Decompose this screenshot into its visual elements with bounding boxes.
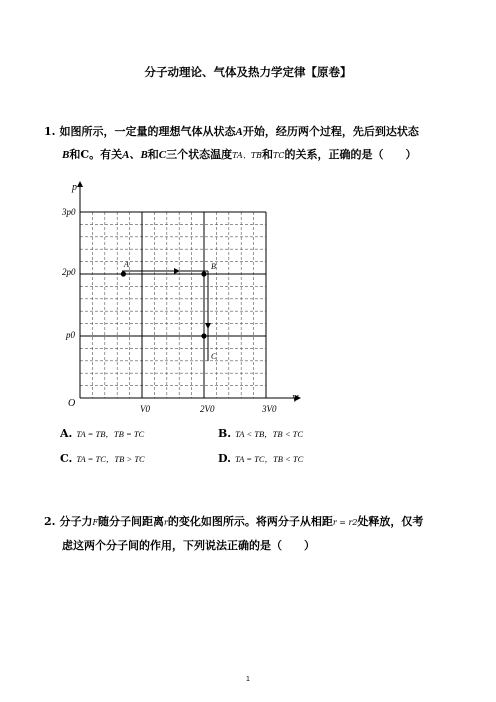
point-b [201, 271, 206, 276]
v-axis-label: V [292, 394, 299, 405]
q1-ending: 的关系，正确的是（ ） [284, 148, 417, 161]
point-a [121, 271, 126, 276]
q2-f: F [92, 518, 99, 527]
q1-option-c[interactable] [60, 452, 145, 465]
q1-number: 1. [44, 125, 56, 138]
page-number: 1 [246, 676, 250, 683]
q1-option-d[interactable] [218, 452, 303, 465]
point-c-label: C [211, 352, 217, 361]
point-c [201, 333, 206, 338]
q2-text-d: 处释放，仅考 [357, 515, 424, 528]
q1-state-c2: C [158, 149, 167, 161]
q2-text-b: 随分子间距离 [98, 515, 165, 528]
q2-line1 [44, 513, 423, 529]
q2-line2: 虑这两个分子间的作用，下列说法正确的是（ ） [62, 539, 315, 552]
x-label-2v0: 2V0 [200, 404, 215, 414]
q1-state-c: C。有关 [80, 148, 123, 161]
point-a-label: A [124, 260, 129, 269]
q1-line1 [44, 123, 419, 139]
q1-text-b: 开始，经历两个过程，先后到达状态 [242, 125, 419, 138]
x-label-v0: V0 [140, 404, 150, 414]
q1-line2 [62, 146, 417, 162]
q1-state-b: B [62, 149, 70, 161]
origin-label: O [68, 398, 76, 409]
q1-and3: 和 [262, 148, 274, 161]
q1-option-a[interactable] [60, 427, 144, 440]
option-b-label: B. [218, 427, 232, 440]
q1-tc: TC [273, 151, 285, 160]
q1-state-a: A [235, 126, 243, 138]
q2-r: r [164, 518, 168, 527]
x-label-3v0: 3V0 [262, 404, 277, 414]
option-b-text: TA < TB，TB < TC [235, 429, 303, 439]
option-c-text: TA = TC，TB > TC [76, 454, 145, 464]
option-d-text: TA = TC，TB < TC [234, 454, 304, 464]
q1-temp-text: 三个状态温度 [166, 148, 233, 161]
page-title: 分子动理论、气体及热力学定律【原卷】 [144, 65, 352, 79]
q2-number: 2. [44, 515, 56, 528]
y-label-p0: p0 [66, 330, 75, 340]
q1-states-ab: A、B [122, 149, 148, 161]
option-d-label: D. [218, 452, 231, 465]
q1-ta-tb: TA、TB [232, 151, 263, 160]
q1-option-b[interactable] [218, 427, 303, 440]
pv-graph [60, 176, 310, 416]
y-label-3p0: 3p0 [62, 207, 76, 217]
grid-major-lines [80, 212, 266, 398]
process-bc-arrow [205, 323, 211, 329]
q2-text-a: 分子力 [59, 515, 93, 528]
option-a-text: TA = TB，TB = TC [76, 429, 145, 439]
grid-minor-lines [80, 212, 266, 398]
option-a-label: A. [60, 427, 73, 440]
p-axis-label: p [72, 182, 77, 193]
q1-text-a: 如图所示，一定量的理想气体从状态 [59, 125, 236, 138]
option-c-label: C. [60, 452, 73, 465]
q1-and2: 和 [147, 148, 159, 161]
q2-text-c: 的变化如图所示。将两分子从相距 [167, 515, 333, 528]
y-label-2p0: 2p0 [62, 267, 76, 277]
q2-r-eq: r = r2 [332, 518, 358, 527]
q1-and: 和 [69, 148, 81, 161]
point-b-label: B [211, 262, 216, 271]
